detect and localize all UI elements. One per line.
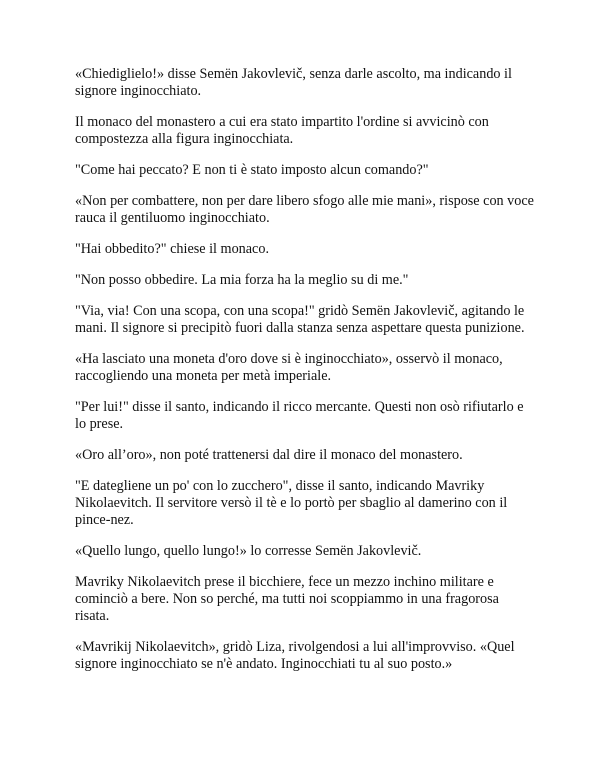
paragraph: «Quello lungo, quello lungo!» lo corresse Semën Jakovlevič. (75, 543, 422, 559)
paragraph: "Hai obbedito?" chiese il monaco. (75, 241, 269, 257)
paragraph: Mavriky Nikolaevitch prese il bicchiere, fece un mezzo inchino militare e cominciò a bere. Non so perché, ma tutti noi scoppiammo in una fragorosa risata. (75, 574, 499, 624)
paragraph: «Mavrikij Nikolaevitch», gridò Liza, rivolgendosi a lui all'improvviso. «Quel signore inginocchiato se n'è andato. Inginocchiati tu al suo posto.» (75, 639, 515, 672)
body-text (75, 66, 535, 687)
paragraph: «Chiediglielo!» disse Semën Jakovlevič, senza darle ascolto, ma indicando il signore inginocchiato. (75, 66, 512, 99)
paragraph: "Come hai peccato? E non ti è stato imposto alcun comando?" (75, 162, 429, 178)
paragraph: «Ha lasciato una moneta d'oro dove si è inginocchiato», osservò il monaco, raccogliendo una moneta per metà imperiale. (75, 351, 503, 384)
paragraph: «Oro all’oro», non poté trattenersi dal dire il monaco del monastero. (75, 447, 463, 463)
paragraph: "E dategliene un po' con lo zucchero", disse il santo, indicando Mavriky Nikolaevitch. Il servitore versò il tè e lo portò per sbaglio al damerino con il pince-nez. (75, 478, 508, 528)
paragraph: Il monaco del monastero a cui era stato impartito l'ordine si avvicinò con compostezza alla figura inginocchiata. (75, 114, 489, 147)
paragraph: «Non per combattere, non per dare libero sfogo alle mie mani», rispose con voce rauca il gentiluomo inginocchiato. (75, 193, 534, 226)
paragraph: "Via, via! Con una scopa, con una scopa!" gridò Semën Jakovlevič, agitando le mani. Il signore si precipitò fuori dalla stanza senza aspettare questa punizione. (75, 303, 525, 336)
paragraph: "Per lui!" disse il santo, indicando il ricco mercante. Questi non osò rifiutarlo e lo prese. (75, 399, 524, 432)
paragraph: "Non posso obbedire. La mia forza ha la meglio su di me." (75, 272, 409, 288)
